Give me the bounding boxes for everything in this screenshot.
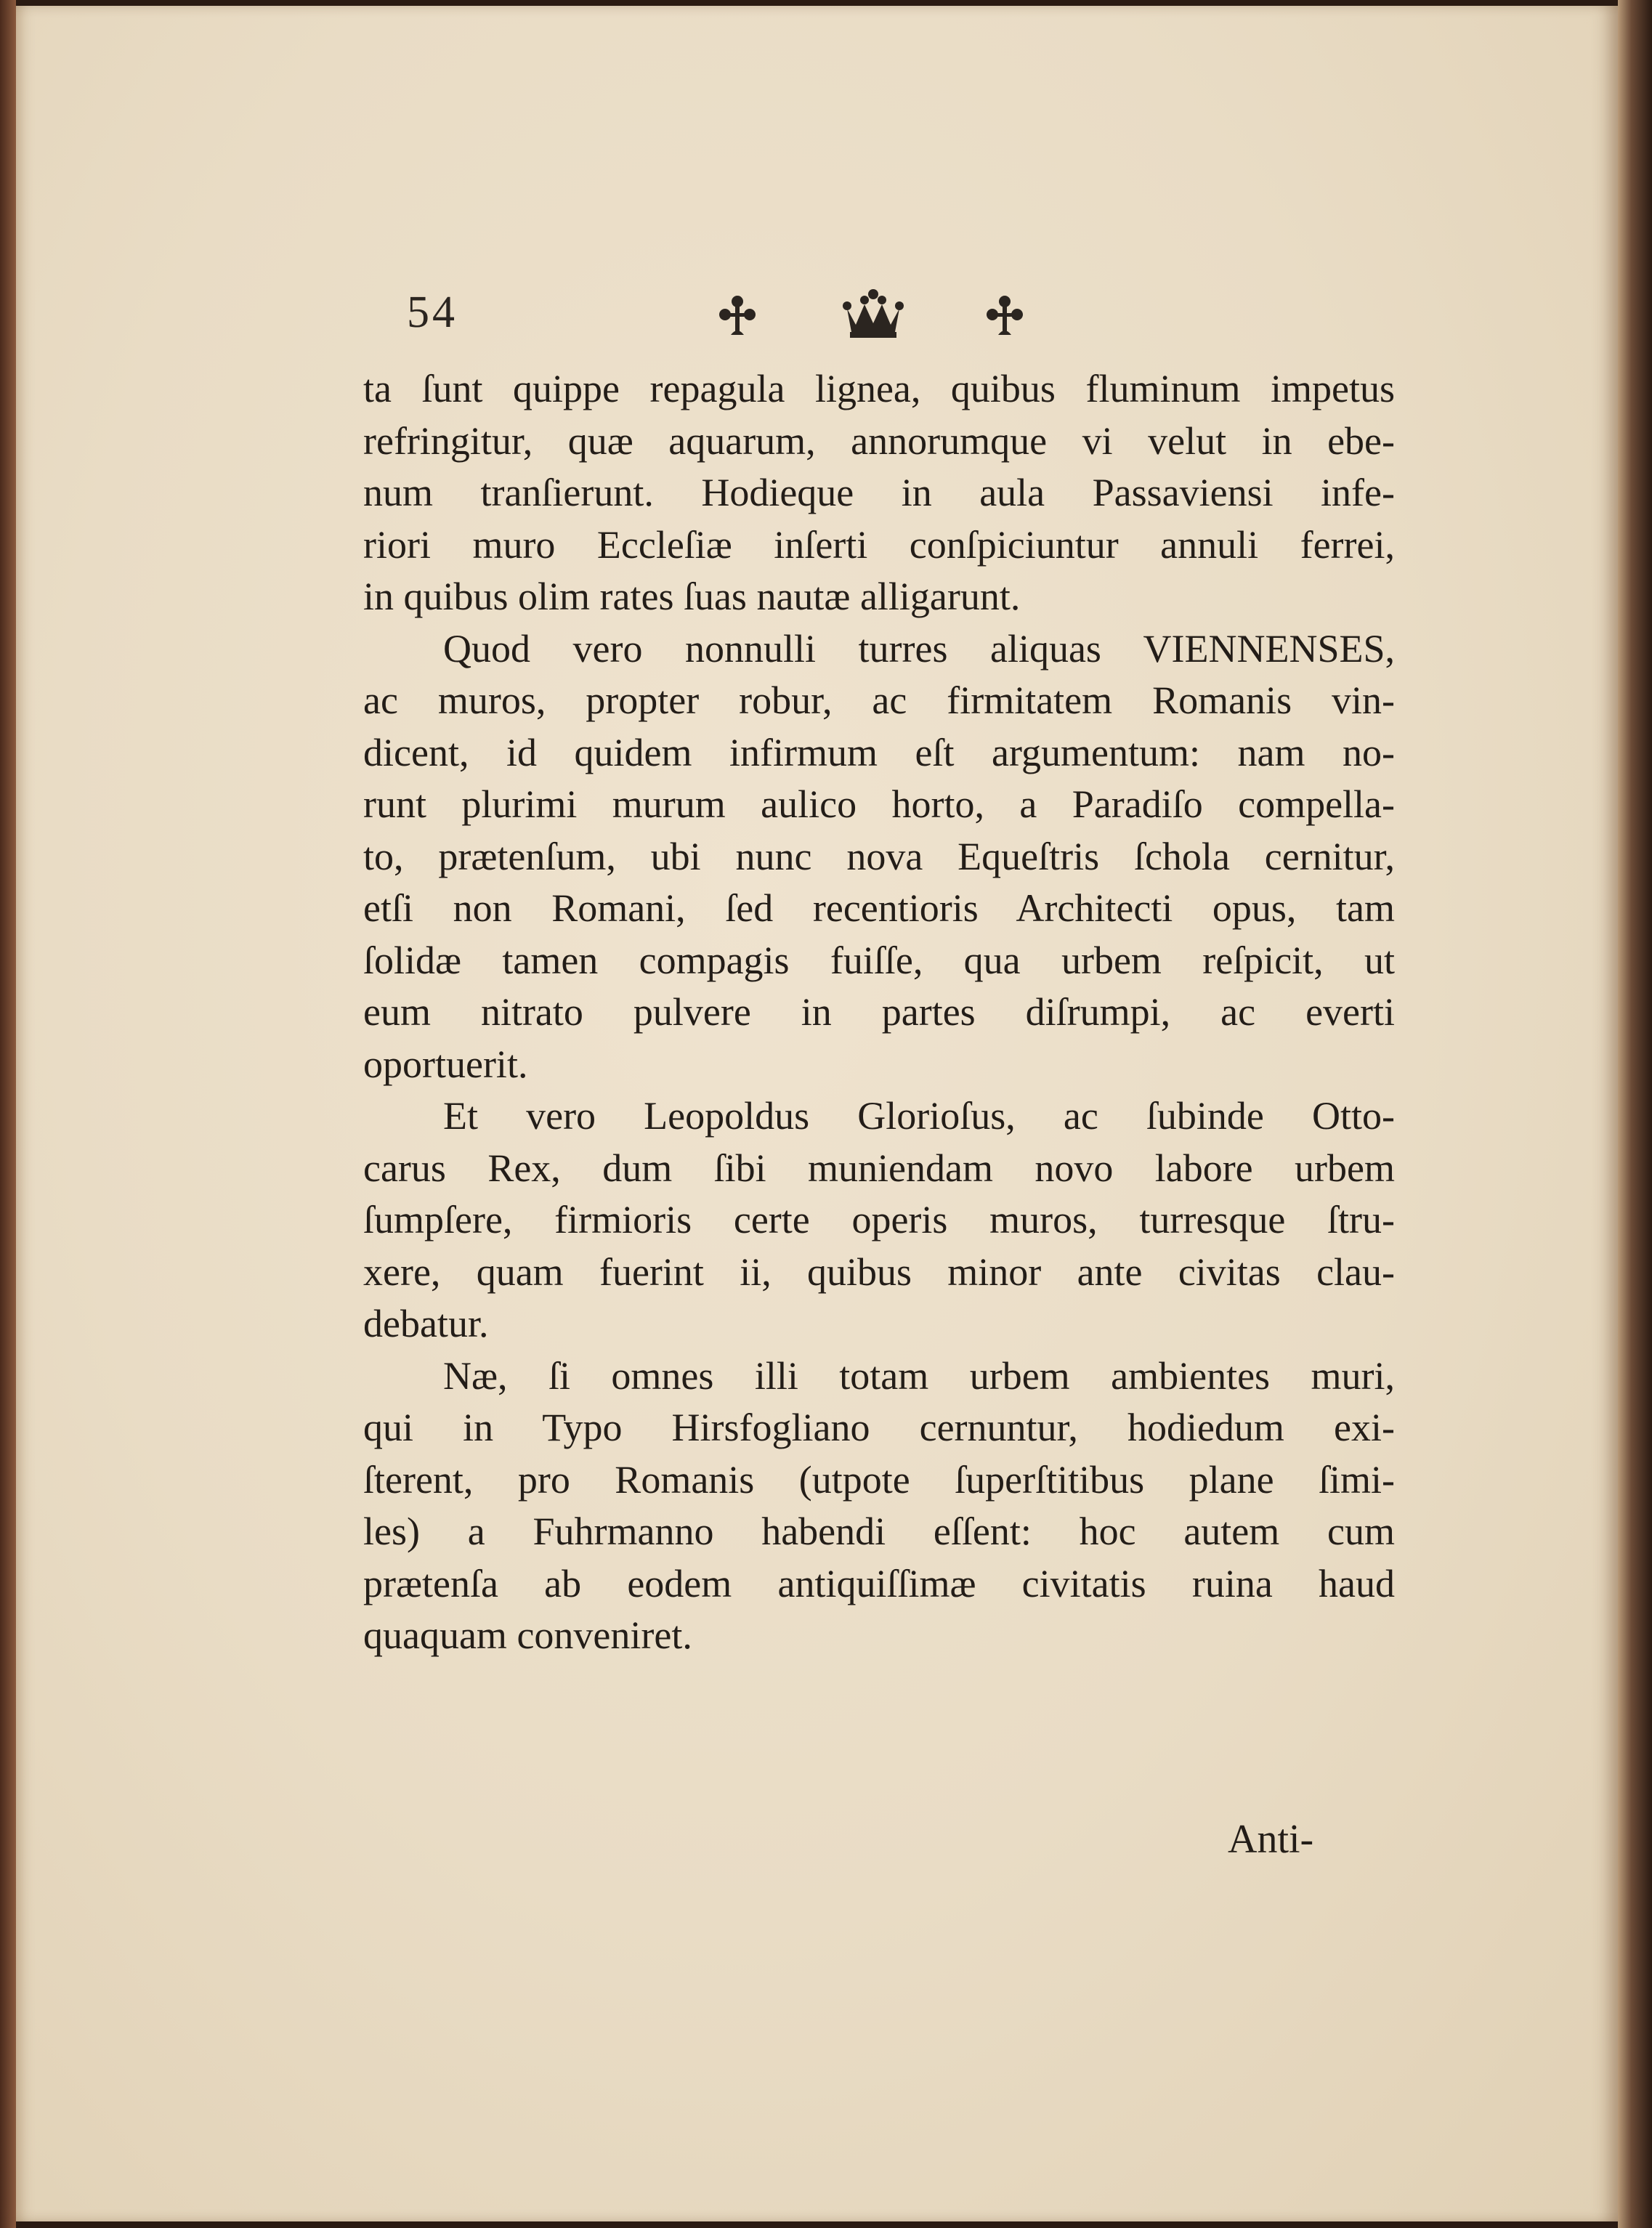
- text-line: carus Rex, dum ſibi muniendam novo labore urbem: [363, 1146, 1395, 1190]
- text-line: eum nitrato pulvere in partes diſrumpi, ac everti: [363, 990, 1395, 1034]
- fleuron-icon: [712, 291, 763, 342]
- text-line: les) a Fuhrmanno habendi eſſent: hoc autem cum: [363, 1510, 1395, 1553]
- text-line: ta ſunt quippe repagula lignea, quibus fluminum impetus: [363, 367, 1395, 410]
- text-line: refringitur, quæ aquarum, annorumque vi velut in ebe-: [363, 418, 1395, 463]
- paragraph: [363, 623, 1395, 1091]
- paragraph: [363, 1090, 1395, 1350]
- text-line: Næ, ſi omnes illi totam urbem ambientes muri,: [443, 1353, 1395, 1398]
- text-line: in quibus olim rates ſuas nautæ alligarunt.: [363, 575, 1021, 618]
- text-line: runt plurimi murum aulico horto, a Paradiſo compella-: [363, 782, 1395, 826]
- text-line: etſi non Romani, ſed recentioris Architecti opus, tam: [363, 886, 1395, 930]
- text-line: quaquam conveniret.: [363, 1613, 692, 1657]
- page-header: [407, 287, 1061, 352]
- paragraph: [363, 363, 1395, 623]
- text-line: dicent, id quidem infirmum eſt argumentum: nam no-: [363, 730, 1395, 774]
- text-line: to, prætenſum, ubi nunc nova Equeſtris ſchola cernitur,: [363, 834, 1395, 878]
- paragraph: [363, 1350, 1395, 1662]
- text-line: ſolidæ tamen compagis fuiſſe, qua urbem reſpicit, ut: [363, 938, 1395, 982]
- text-line: ſumpſere, firmioris certe operis muros, turresque ſtru-: [363, 1198, 1395, 1241]
- text-line: debatur.: [363, 1302, 489, 1345]
- text-line: ac muros, propter robur, ac firmitatem Romanis vin-: [363, 678, 1395, 722]
- book-spine-edge: [0, 0, 16, 2228]
- text-line: oportuerit.: [363, 1042, 528, 1086]
- text-line: prætenſa ab eodem antiquiſſimæ civitatis ruina haud: [363, 1561, 1395, 1605]
- body-text: [363, 363, 1395, 1662]
- crown-icon: [843, 287, 904, 341]
- page-number: 54: [407, 288, 458, 337]
- catchword: Anti-: [1228, 1817, 1314, 1862]
- book-fore-edge: [1618, 0, 1652, 2228]
- text-line: num tranſierunt. Hodieque in aula Passaviensi infe-: [363, 471, 1395, 514]
- text-line: ſterent, pro Romanis (utpote ſuperſtitibus plane ſimi-: [363, 1457, 1395, 1502]
- text-line: Quod vero nonnulli turres aliquas VIENNENSES,: [443, 626, 1395, 671]
- fleuron-icon: [979, 291, 1030, 342]
- text-line: xere, quam fuerint ii, quibus minor ante civitas clau-: [363, 1249, 1395, 1294]
- text-line: riori muro Eccleſiæ inſerti conſpiciuntur annuli ferrei,: [363, 522, 1395, 567]
- text-line: qui in Typo Hirsfogliano cernuntur, hodiedum exi-: [363, 1406, 1395, 1449]
- text-line: Et vero Leopoldus Glorioſus, ac ſubinde Otto-: [443, 1094, 1395, 1138]
